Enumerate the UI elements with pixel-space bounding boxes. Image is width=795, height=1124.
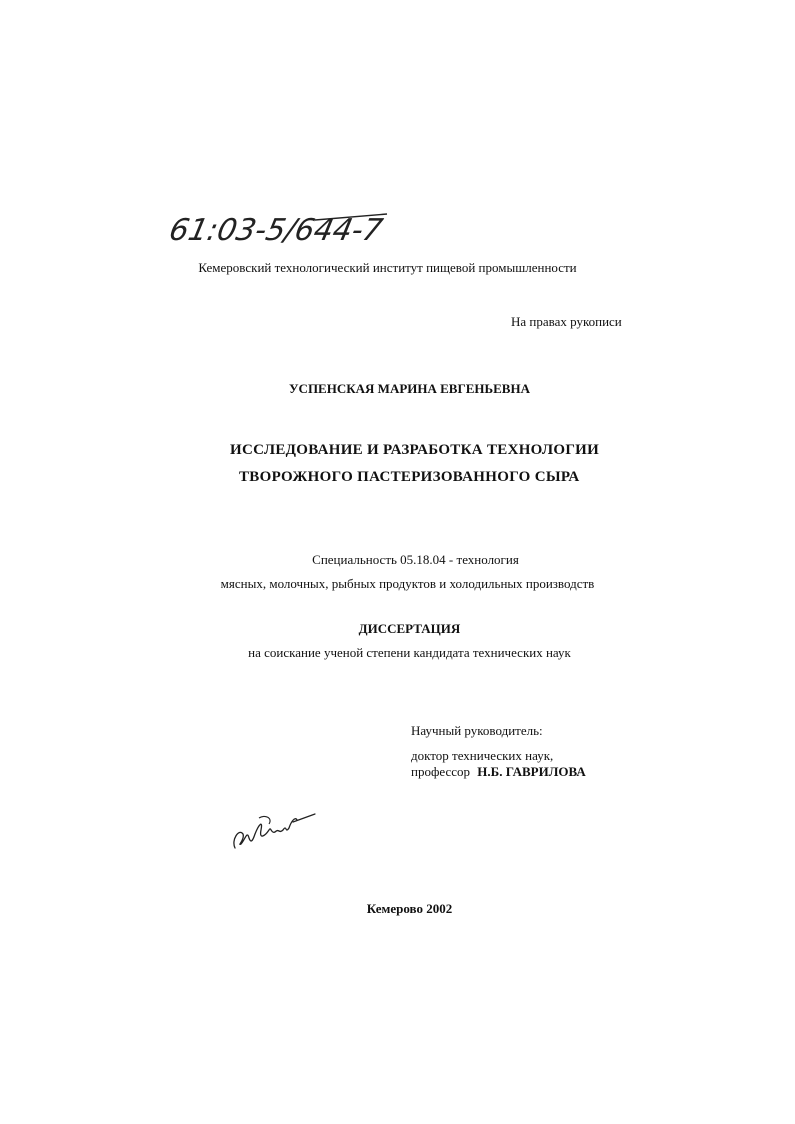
specialty-line-1: Специальность 05.18.04 - технология xyxy=(312,552,519,567)
handwritten-archive-number xyxy=(165,206,395,256)
thesis-title-line-1: ИССЛЕДОВАНИЕ И РАЗРАБОТКА ТЕХНОЛОГИИ xyxy=(230,442,600,458)
supervisor-name: Н.Б. ГАВРИЛОВА xyxy=(477,764,586,779)
supervisor-position-line xyxy=(411,764,586,780)
thesis-title-line-2: ТВОРОЖНОГО ПАСТЕРИЗОВАННОГО СЫРА xyxy=(239,469,580,485)
supervisor-degree: доктор технических наук, xyxy=(411,748,554,763)
specialty-line-2: мясных, молочных, рыбных продуктов и холодильных производств xyxy=(220,576,595,591)
signature xyxy=(225,800,320,860)
archive-number-text: 61:03-5/644-7 xyxy=(166,213,388,248)
supervisor-position: профессор xyxy=(411,764,471,779)
author-name: УСПЕНСКАЯ МАРИНА ЕВГЕНЬЕВНА xyxy=(289,381,530,396)
document-type: ДИССЕРТАЦИЯ xyxy=(358,621,461,636)
institute-name: Кемеровский технологический институт пищевой промышленности xyxy=(198,260,577,275)
manuscript-note: На правах рукописи xyxy=(511,314,622,329)
city-year: Кемерово 2002 xyxy=(366,901,453,916)
supervisor-label: Научный руководитель: xyxy=(411,723,543,738)
degree-line: на соискание ученой степени кандидата технических наук xyxy=(248,645,571,660)
